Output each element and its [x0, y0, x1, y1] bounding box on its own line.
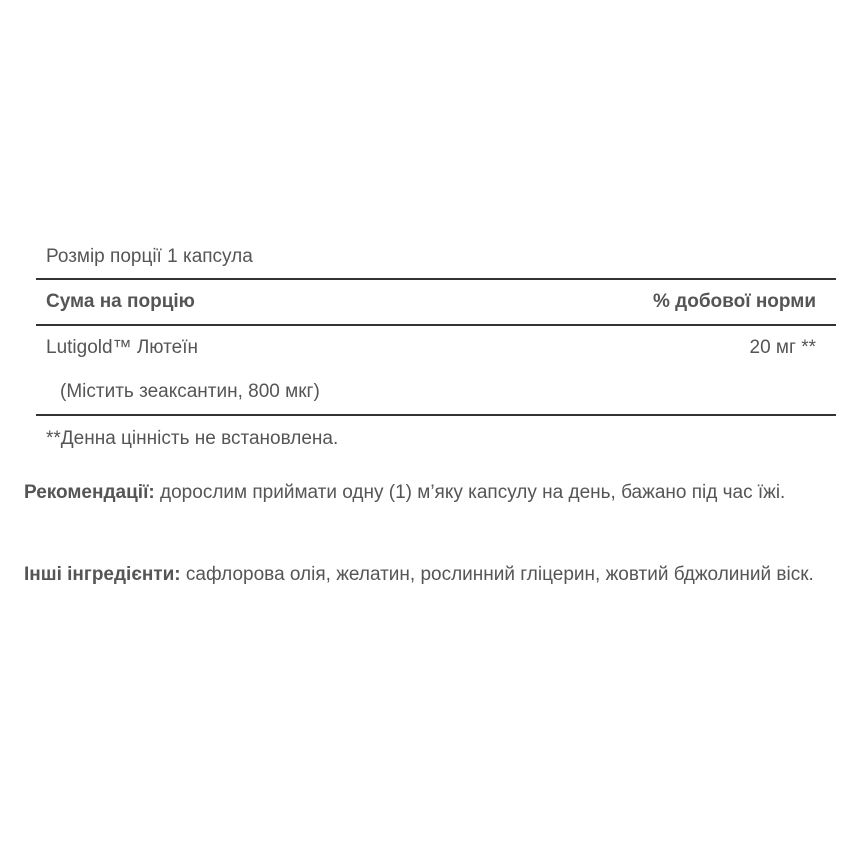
nutrient-row	[36, 326, 836, 370]
nutrient-note: (Містить зеаксантин, 800 мкг)	[60, 381, 320, 402]
serving-size-row	[36, 236, 836, 280]
directions-text: дорослим приймати одну (1) м’яку капсулу на день, бажано під час їжі.	[154, 482, 786, 503]
amount-per-serving-header: Сума на порцію	[46, 291, 195, 312]
supplement-facts-table	[36, 236, 836, 462]
directions-label: Рекомендації:	[24, 482, 155, 503]
directions-paragraph	[24, 478, 844, 508]
nutrient-note-row	[36, 370, 836, 416]
other-ingredients-paragraph	[24, 560, 844, 590]
serving-size-text: Розмір порції 1 капсула	[46, 246, 253, 267]
other-ingredients-text: сафлорова олія, желатин, рослинний гліцерин, жовтий бджолиний віск.	[180, 564, 814, 585]
nutrient-name: Lutigold™ Лютеїн	[46, 337, 198, 358]
footnote-text: **Денна цінність не встановлена.	[46, 428, 339, 449]
table-header-row	[36, 280, 836, 326]
daily-value-header: % добової норми	[652, 291, 816, 312]
nutrient-amount: 20 мг **	[749, 337, 816, 358]
other-ingredients-label: Інші інгредієнти:	[24, 564, 181, 585]
footnote-row	[36, 416, 836, 462]
